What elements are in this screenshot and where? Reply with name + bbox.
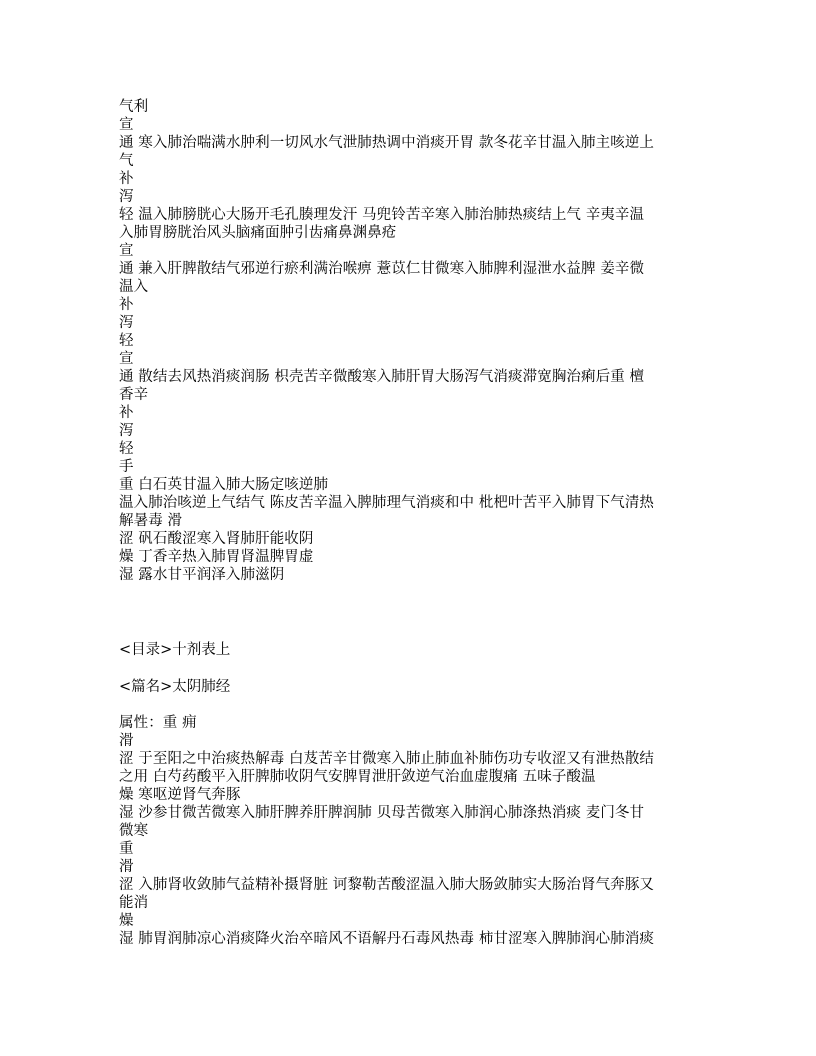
text-line: 重	[119, 841, 134, 857]
chapter-heading-text: <篇名>太阴肺经	[119, 679, 231, 695]
text-line: 燥 寒呕逆肾气奔豚	[119, 787, 241, 803]
text-line: 湿 沙参甘微苦微寒入肺肝脾养肝脾润肺 贝母苦微寒入肺润心肺涤热消痰 麦门冬甘	[119, 805, 645, 821]
text-line: 温入肺治咳逆上气结气 陈皮苦辛温入脾肺理气消痰和中 枇杷叶苦平入肺胃下气清热	[119, 495, 655, 511]
text-line: 宣	[119, 243, 134, 259]
text-line: 涩 于至阳之中治痰热解毒 白芨苦辛甘微寒入肺止肺血补肺伤功专收涩又有泄热散结	[119, 751, 655, 767]
text-line: 泻	[119, 315, 134, 331]
chapter-heading	[119, 678, 649, 696]
text-line: 微寒	[119, 823, 149, 839]
text-line: 气	[119, 153, 134, 169]
text-block-herb-table-continued	[119, 98, 655, 584]
text-line: 解暑毒 滑	[119, 513, 183, 529]
text-line: 涩 入肺肾收敛肺气益精补摄肾脏 诃黎勒苦酸涩温入肺大肠敛肺实大肠治肾气奔豚又	[119, 877, 655, 893]
text-line: 轻	[119, 441, 134, 457]
text-line: 通 兼入肝脾散结气邪逆行瘀利满治喉痹 薏苡仁甘微寒入肺脾利湿泄水益脾 姜辛微	[119, 261, 645, 277]
text-line: 涩 矾石酸涩寒入肾肺肝能收阴	[119, 531, 314, 547]
catalog-heading-text: <目录>十剂表上	[119, 642, 231, 658]
text-line: 温入	[119, 279, 149, 295]
text-line: 能消	[119, 895, 149, 911]
text-line: 之用 白芍药酸平入肝脾肺收阴气安脾胃泄肝敛逆气治血虚腹痛 五味子酸温	[119, 769, 596, 785]
text-line: 通 寒入肺治喘满水肿利一切风水气泄肺热调中消痰开胃 款冬花辛甘温入肺主咳逆上	[119, 135, 655, 151]
text-block-lung-channel	[119, 714, 655, 948]
text-line: 燥 丁香辛热入肺胃肾温脾胃虚	[119, 549, 314, 565]
text-line: 香辛	[119, 387, 149, 403]
text-line: 补	[119, 405, 134, 421]
text-line: 轻	[119, 333, 134, 349]
text-line: 宣	[119, 117, 134, 133]
text-line: 补	[119, 171, 134, 187]
attribute-line: 属性：重 痈	[119, 715, 197, 731]
text-line: 重 白石英甘温入肺大肠定咳逆肺	[119, 477, 329, 493]
catalog-heading	[119, 641, 649, 659]
text-line: 入肺胃膀胱治风头脑痛面肿引齿痛鼻渊鼻疮	[119, 225, 397, 241]
text-line: 泻	[119, 423, 134, 439]
text-line: 手	[119, 459, 134, 475]
text-line: 滑	[119, 859, 134, 875]
text-line: 轻 温入肺膀胱心大肠开毛孔腠理发汗 马兜铃苦辛寒入肺治肺热痰结上气 辛夷辛温	[119, 207, 645, 223]
text-line: 滑	[119, 733, 134, 749]
text-line: 泻	[119, 189, 134, 205]
text-line: 燥	[119, 913, 134, 929]
text-line: 宣	[119, 351, 134, 367]
text-line: 通 散结去风热消痰润肠 枳壳苦辛微酸寒入肺肝胃大肠泻气消痰滞宽胸治痢后重 檀	[119, 369, 645, 385]
text-line: 湿 肺胃润肺凉心消痰降火治卒暗风不语解丹石毒风热毒 柿甘涩寒入脾肺润心肺消痰	[119, 931, 655, 947]
text-line: 补	[119, 297, 134, 313]
text-line: 湿 露水甘平润泽入肺滋阴	[119, 567, 285, 583]
text-line: 气利	[119, 99, 149, 115]
